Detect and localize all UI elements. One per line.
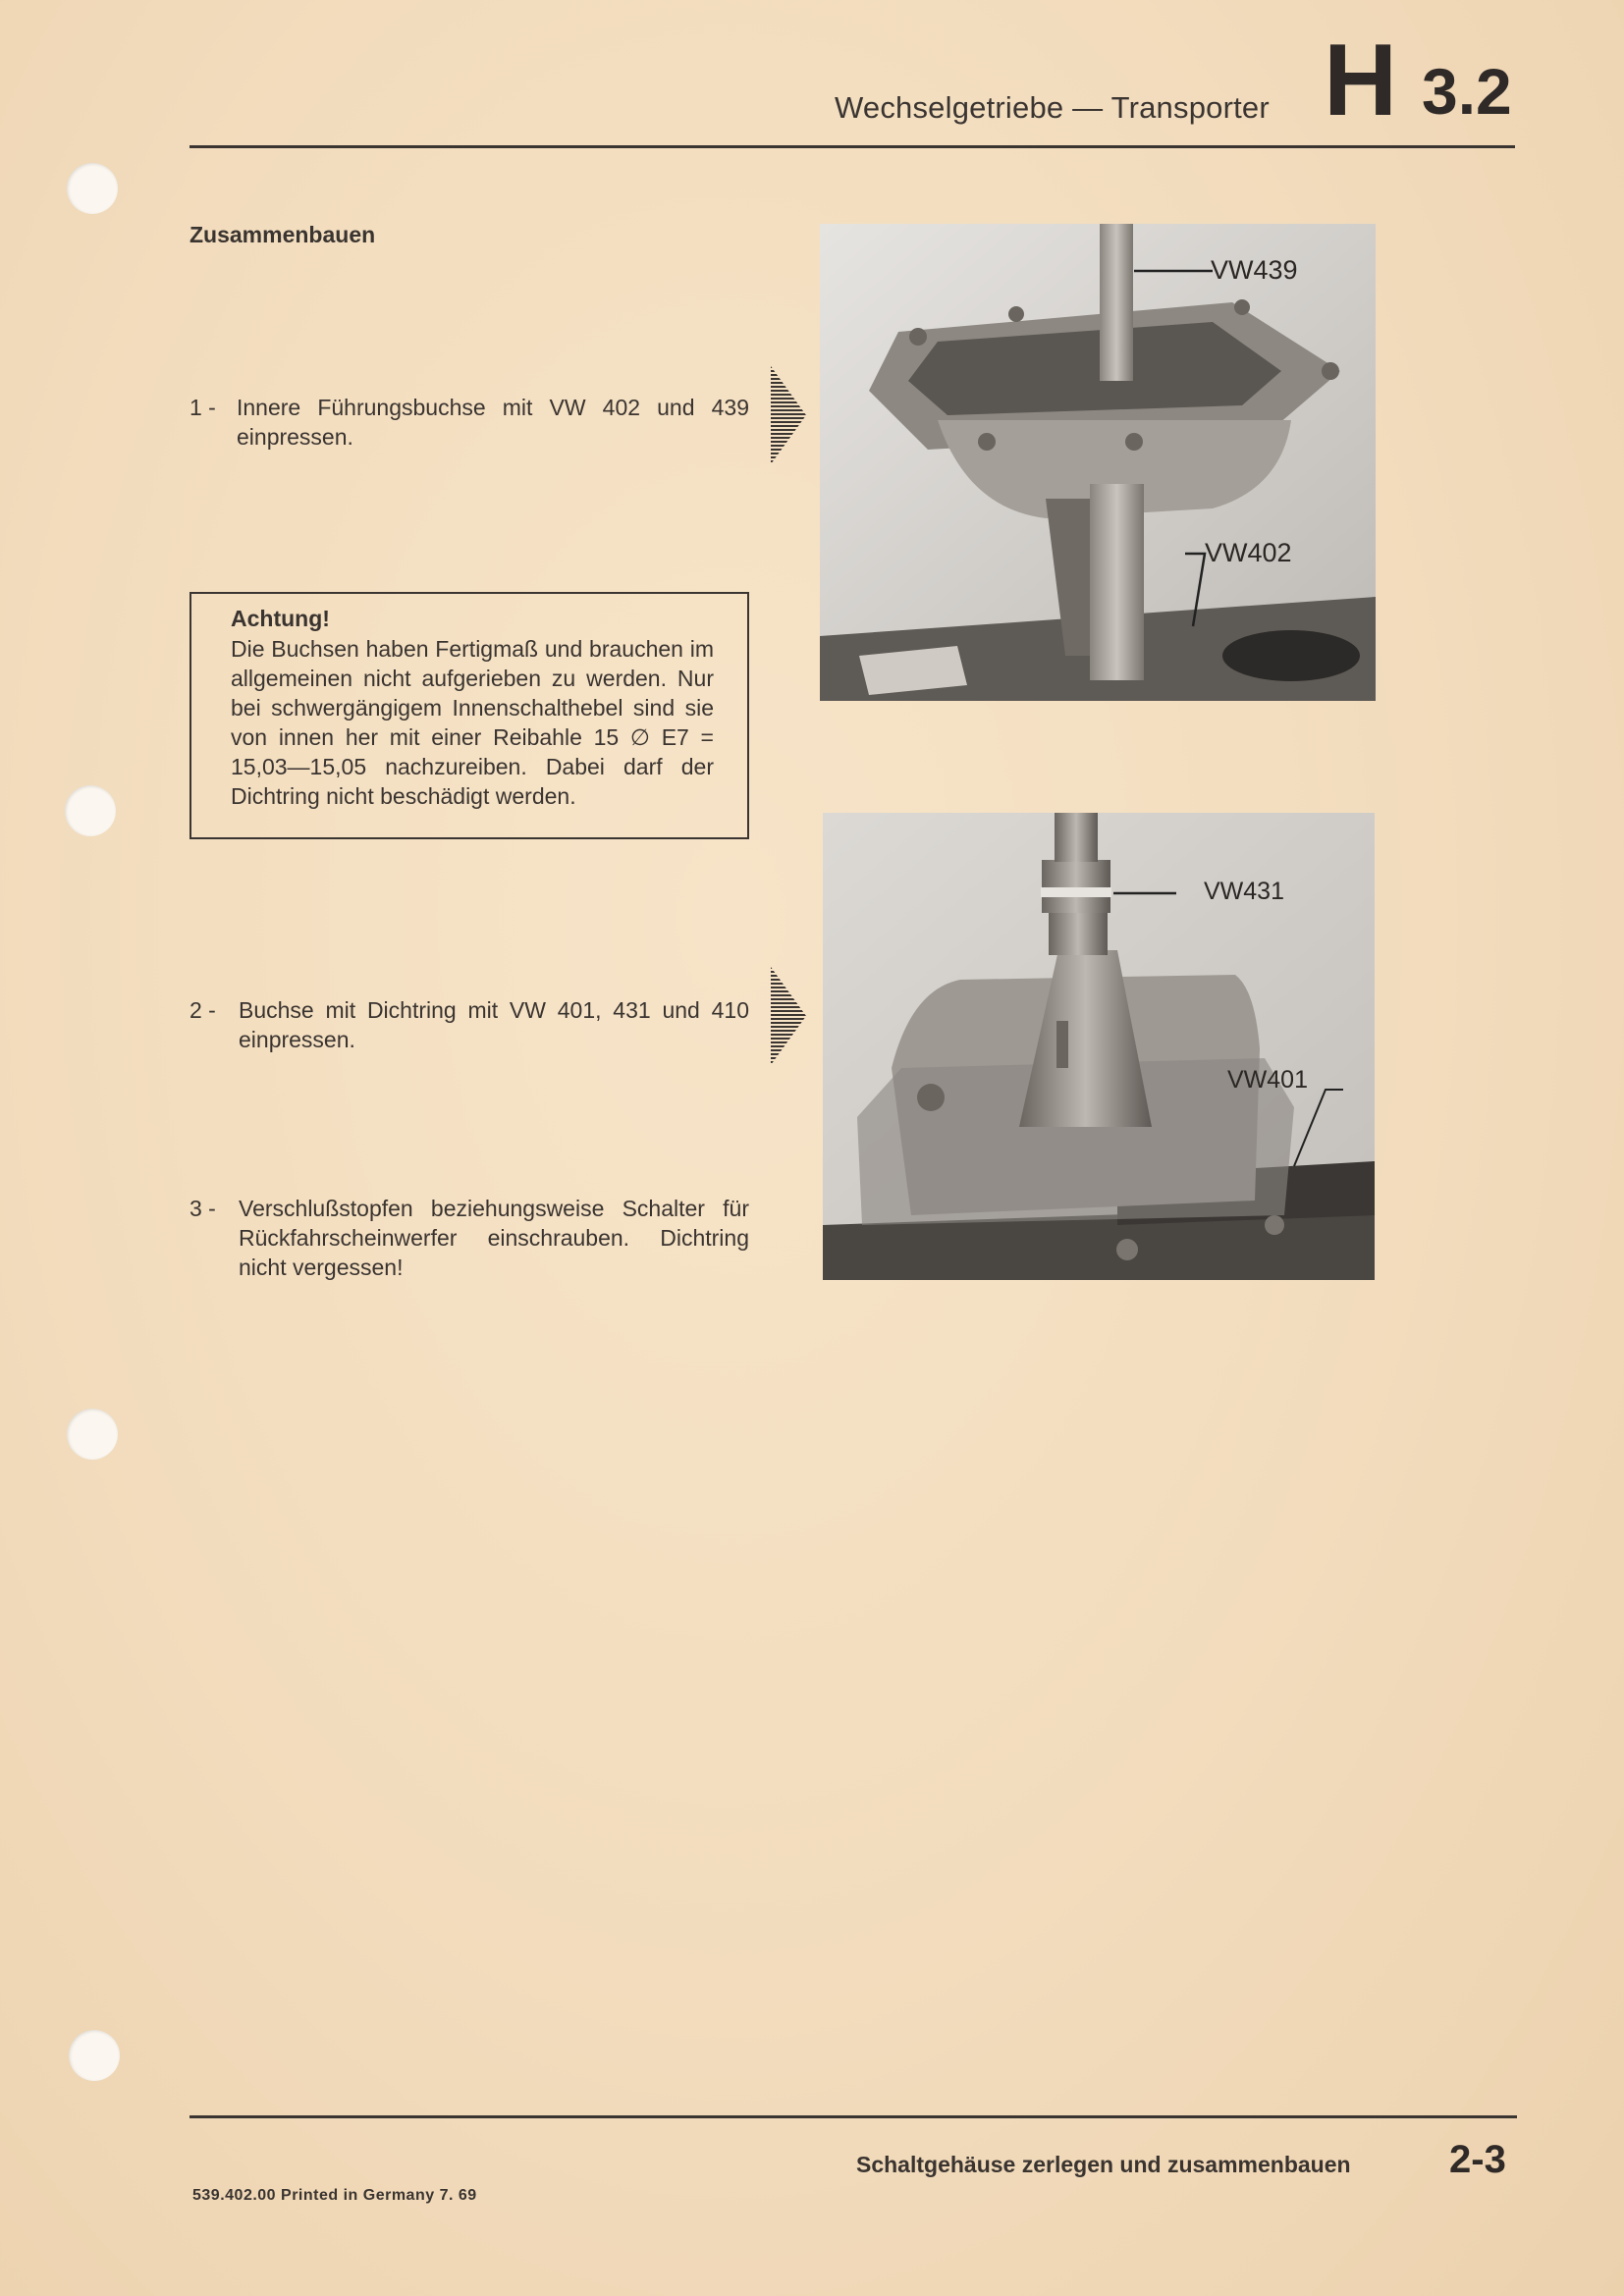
pointer-arrow-icon [771, 967, 806, 1065]
punch-hole [69, 2030, 120, 2081]
pointer-arrow-icon [771, 366, 806, 464]
section-number: 3.2 [1422, 55, 1512, 128]
step-number: 1 - [189, 395, 216, 420]
step-text: Buchse mit Dichtring mit VW 401, 431 und 410 einpressen. [239, 997, 749, 1052]
callout-label: VW431 [1204, 878, 1284, 905]
step-3 [189, 1194, 749, 1282]
punch-hole [65, 785, 116, 836]
callout-label: VW402 [1205, 538, 1292, 567]
step-number: 3 - [189, 1196, 216, 1221]
step-1 [189, 393, 749, 452]
photo-bushing-press [823, 813, 1375, 1280]
photo-gear-housing-top [820, 224, 1376, 701]
step-number: 2 - [189, 997, 216, 1023]
section-heading: Zusammenbauen [189, 222, 376, 247]
punch-hole [67, 163, 118, 214]
header-title: Wechselgetriebe — Transporter [835, 90, 1270, 125]
punch-hole [67, 1409, 118, 1460]
callout-label: VW401 [1227, 1066, 1308, 1094]
step-text: Innere Führungsbuchse mit VW 402 und 439 einpressen. [237, 395, 749, 450]
header-rule [189, 145, 1515, 148]
print-info: 539.402.00 Printed in Germany 7. 69 [192, 2187, 477, 2204]
step-2 [189, 995, 749, 1054]
callout-label: VW439 [1211, 255, 1298, 285]
note-body: Die Buchsen haben Fertigmaß und brauchen im allgemeinen nicht aufgerieben zu werden. Nur bei schwergängigem Innenschalthebel sind sie von innen her mit einer Reibahle 15 ∅ E7 = 15,03—15,05 nachzureiben. Dabei darf der Dichtring nicht beschädigt werden. [231, 636, 714, 809]
section-letter: H [1324, 24, 1398, 137]
warning-note-box [189, 592, 749, 839]
note-title: Achtung! [231, 606, 330, 631]
footer-title: Schaltgehäuse zerlegen und zusammenbauen [856, 2152, 1351, 2177]
page-number: 2-3 [1449, 2138, 1506, 2181]
step-text: Verschlußstopfen beziehungsweise Schalter für Rückfahrscheinwerfer einschrauben. Dichtring nicht vergessen! [239, 1196, 749, 1280]
footer-rule [189, 2115, 1517, 2118]
